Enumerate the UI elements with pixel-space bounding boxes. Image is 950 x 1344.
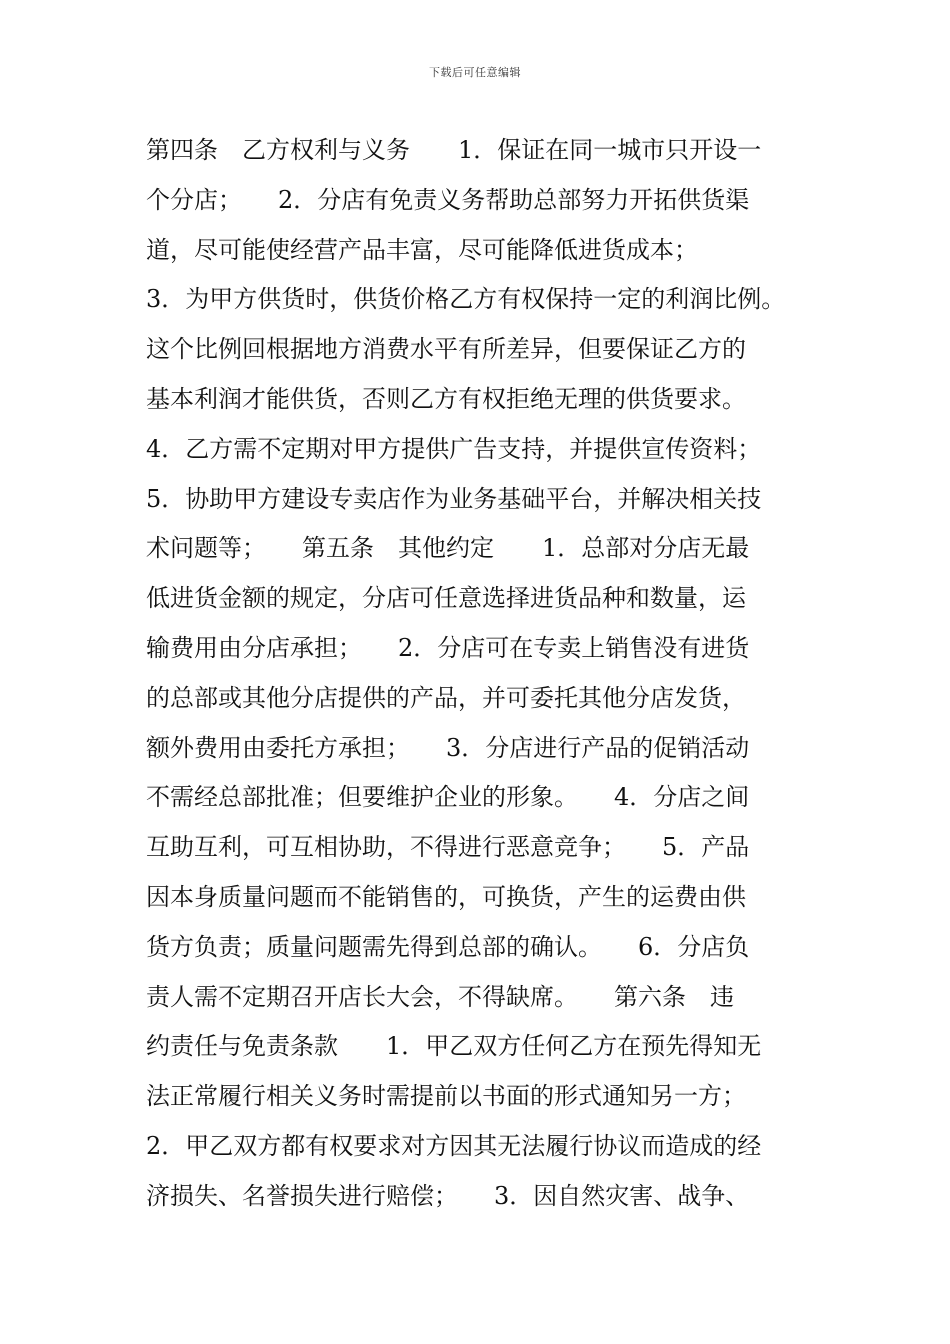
page-header: 下载后可任意编辑	[429, 66, 521, 79]
text-line: 的总部或其他分店提供的产品，并可委托其他分店发货，	[146, 683, 746, 712]
text-line: 责人需不定期召开店长大会，不得缺席。 第六条 违	[146, 982, 734, 1011]
text-line: 输费用由分店承担； 2．分店可在专卖上销售没有进货	[146, 633, 750, 662]
text-line: 额外费用由委托方承担； 3．分店进行产品的促销活动	[146, 733, 750, 762]
text-line: 基本利润才能供货，否则乙方有权拒绝无理的供货要求。	[146, 384, 746, 413]
text-line: 因本身质量问题而不能销售的，可换货，产生的运费由供	[146, 882, 746, 911]
text-line: 约责任与免责条款 1．甲乙双方任何乙方在预先得知无	[146, 1032, 762, 1061]
text-line: 济损失、名誉损失进行赔偿； 3．因自然灾害、战争、	[146, 1181, 750, 1210]
text-line: 低进货金额的规定，分店可任意选择进货品种和数量，运	[146, 584, 746, 613]
text-line: 术问题等； 第五条 其他约定 1．总部对分店无最	[146, 534, 750, 563]
text-line: 4．乙方需不定期对甲方提供广告支持，并提供宣传资料；	[146, 434, 762, 463]
text-line: 不需经总部批准；但要维护企业的形象。 4．分店之间	[146, 783, 750, 812]
text-line: 第四条 乙方权利与义务 1．保证在同一城市只开设一	[146, 136, 762, 164]
text-line: 道，尽可能使经营产品丰富，尽可能降低进货成本；	[146, 235, 698, 264]
text-line: 5．协助甲方建设专卖店作为业务基础平台，并解决相关技	[146, 484, 762, 513]
text-line: 互助互利，可互相协助，不得进行恶意竞争； 5．产品	[146, 833, 750, 862]
text-line: 2．甲乙双方都有权要求对方因其无法履行协议而造成的经	[146, 1131, 762, 1160]
text-line: 法正常履行相关义务时需提前以书面的形式通知另一方；	[146, 1082, 746, 1111]
document-body	[146, 126, 816, 1222]
text-line: 货方负责；质量问题需先得到总部的确认。 6．分店负	[146, 932, 750, 961]
text-line: 个分店； 2．分店有免责义务帮助总部努力开拓供货渠	[146, 185, 750, 214]
text-line: 这个比例回根据地方消费水平有所差异，但要保证乙方的	[146, 335, 746, 364]
text-line: 3．为甲方供货时，供货价格乙方有权保持一定的利润比例。	[146, 285, 786, 314]
